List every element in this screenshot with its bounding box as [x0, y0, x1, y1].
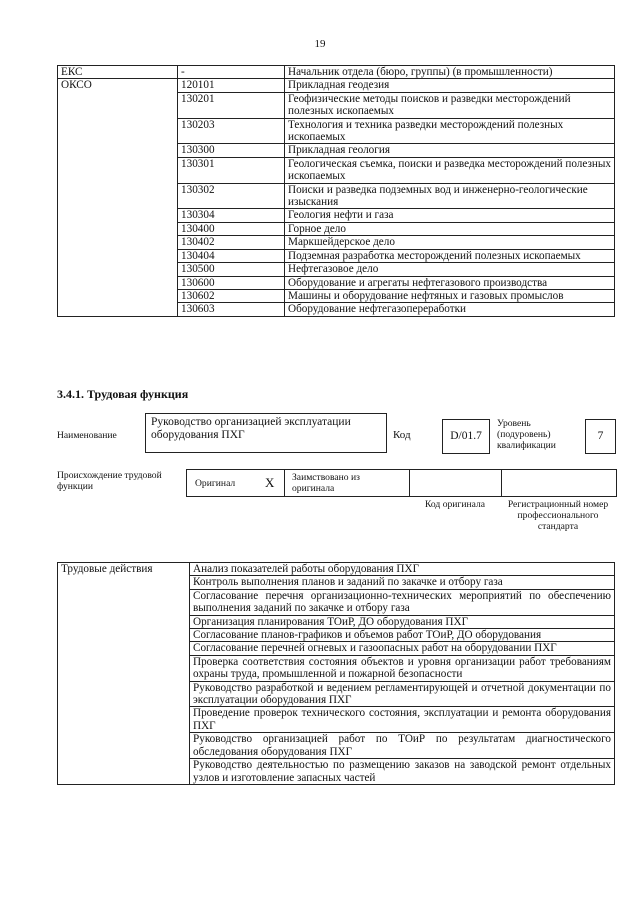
- description-cell: Поиски и разведка подземных вод и инженерно-геологические изыскания: [285, 183, 615, 209]
- description-cell: Геофизические методы поисков и разведки месторождений полезных ископаемых: [285, 92, 615, 118]
- action-item: Согласование планов-графиков и объемов работ ТОиР, ДО оборудования: [190, 629, 615, 642]
- action-item: Согласование перечня организационно-технических мероприятий по обеспечению выполнения заданий по закачке и отбору газа: [190, 589, 615, 615]
- labor-actions-table: [57, 562, 615, 785]
- action-item: Проведение проверок технического состояния, эксплуатации и ремонта оборудования ПХГ: [190, 707, 615, 733]
- code-cell: 130600: [178, 276, 285, 289]
- description-cell: Нефтегазовое дело: [285, 263, 615, 276]
- classifier-cell: ЕКС: [58, 66, 178, 79]
- action-item: Руководство деятельностью по размещению заказов на заводской ремонт отдельных узлов и изготовление запасных частей: [190, 759, 615, 785]
- original-box: [186, 469, 286, 497]
- description-cell: Оборудование и агрегаты нефтегазового производства: [285, 276, 615, 289]
- description-cell: Прикладная геология: [285, 144, 615, 157]
- function-name-box: [145, 413, 387, 453]
- level-box: [585, 419, 616, 454]
- action-item: Контроль выполнения планов и заданий по закачке и отбору газа: [190, 576, 615, 589]
- action-item: Организация планирования ТОиР, ДО оборудования ПХГ: [190, 615, 615, 628]
- code-cell: 130302: [178, 183, 285, 209]
- code-cell: 130304: [178, 209, 285, 222]
- code-cell: 130300: [178, 144, 285, 157]
- code-cell: 130602: [178, 289, 285, 302]
- action-item: Руководство организацией работ по ТОиР по результатам диагностического обследования оборудования ПХГ: [190, 733, 615, 759]
- section-title: 3.4.1. Трудовая функция: [57, 387, 189, 401]
- original-mark: X: [265, 475, 275, 490]
- original-label: Оригинал: [195, 478, 236, 489]
- code-cell: 130203: [178, 118, 285, 144]
- level-label: Уровень (подуровень) квалификации: [497, 418, 556, 451]
- code-original-box: [409, 469, 503, 497]
- actions-label: Трудовые действия: [58, 563, 190, 785]
- codes-table: [57, 65, 615, 317]
- code-cell: 130400: [178, 222, 285, 235]
- level-value: 7: [597, 430, 604, 442]
- code-cell: 130301: [178, 157, 285, 183]
- code-cell: 130404: [178, 249, 285, 262]
- description-cell: Машины и оборудование нефтяных и газовых промыслов: [285, 289, 615, 302]
- borrowed-box: [284, 469, 411, 497]
- function-name-value: Руководство организацией эксплуатации оборудования ПХГ: [151, 416, 351, 441]
- description-cell: Геологическая съемка, поиски и разведка месторождений полезных ископаемых: [285, 157, 615, 183]
- code-cell: 130500: [178, 263, 285, 276]
- description-cell: Маркшейдерское дело: [285, 236, 615, 249]
- borrowed-label: Заимствовано из оригинала: [292, 472, 360, 494]
- reg-number-caption: Регистрационный номер профессионального стандарта: [507, 499, 609, 532]
- reg-number-box: [501, 469, 617, 497]
- action-item: Анализ показателей работы оборудования ПХГ: [190, 563, 615, 576]
- code-cell: 120101: [178, 79, 285, 92]
- table-row: [58, 563, 615, 576]
- classifier-cell: ОКСО: [58, 79, 178, 316]
- description-cell: Горное дело: [285, 222, 615, 235]
- description-cell: Технология и техника разведки месторождений полезных ископаемых: [285, 118, 615, 144]
- action-item: Руководство разработкой и ведением регламентирующей и отчетной документации по эксплуатации оборудования ПХГ: [190, 681, 615, 707]
- code-cell: -: [178, 66, 285, 79]
- description-cell: Начальник отдела (бюро, группы) (в промышленности): [285, 66, 615, 79]
- description-cell: Оборудование нефтегазопереработки: [285, 303, 615, 316]
- name-label: Наименование: [57, 430, 117, 441]
- function-code-box: [442, 419, 490, 454]
- code-cell: 130201: [178, 92, 285, 118]
- description-cell: Геология нефти и газа: [285, 209, 615, 222]
- action-item: Проверка соответствия состояния объектов и уровня организации работ требованиям охраны труда, промышленной и пожарной безопасности: [190, 655, 615, 681]
- function-code-value: D/01.7: [450, 430, 482, 442]
- origin-label: Происхождение трудовой функции: [57, 470, 162, 492]
- description-cell: Прикладная геодезия: [285, 79, 615, 92]
- table-row: [58, 66, 615, 79]
- code-original-caption: Код оригинала: [424, 499, 486, 510]
- description-cell: Подземная разработка месторождений полезных ископаемых: [285, 249, 615, 262]
- code-label: Код: [393, 429, 411, 441]
- table-row: [58, 79, 615, 92]
- page-number: 19: [314, 38, 326, 50]
- code-cell: 130603: [178, 303, 285, 316]
- action-item: Согласование перечней огневых и газоопасных работ на оборудовании ПХГ: [190, 642, 615, 655]
- code-cell: 130402: [178, 236, 285, 249]
